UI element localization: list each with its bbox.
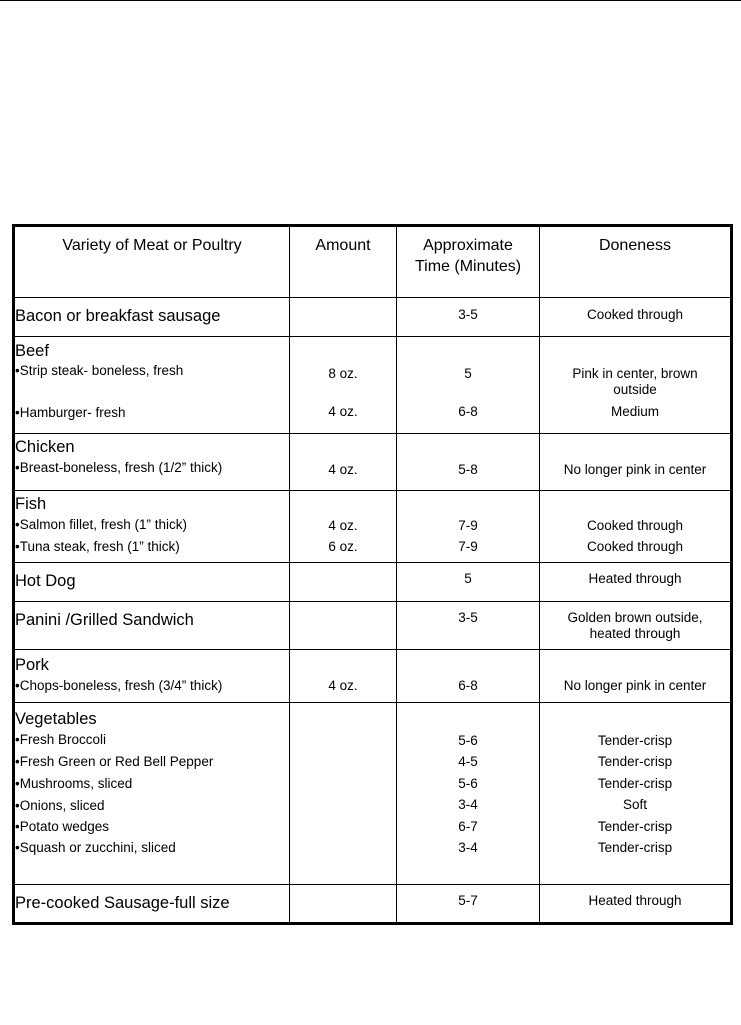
- time-cell: [397, 602, 540, 650]
- table-row-hotdog: [14, 563, 732, 602]
- header-row: [14, 226, 732, 298]
- amount-cell: [290, 298, 397, 337]
- table-row-beef: [14, 337, 732, 434]
- header-amount: Amount: [290, 226, 397, 298]
- time-cell: [397, 703, 540, 885]
- doneness-cell: [540, 650, 732, 703]
- table-row-vegetables: [14, 703, 732, 885]
- amount-value: 4 oz.: [328, 404, 358, 419]
- time-cell: [397, 434, 540, 491]
- time-cell: [397, 650, 540, 703]
- category-title: Chicken: [15, 438, 75, 456]
- variety-cell: [14, 491, 290, 563]
- doneness-cell: [540, 703, 732, 885]
- doneness-cell: [540, 434, 732, 491]
- table-row-panini: [14, 602, 732, 650]
- time-value: 5-8: [458, 462, 478, 477]
- item-name: •Strip steak- boneless, fresh: [15, 363, 184, 378]
- doneness-value: Soft: [622, 797, 647, 812]
- amount-cell: [290, 602, 397, 650]
- header-time: Approximate Time (Minutes): [397, 226, 540, 298]
- doneness-cell: [540, 602, 732, 650]
- table-row-pork: [14, 650, 732, 703]
- item-name: •Tuna steak, fresh (1” thick): [15, 539, 180, 554]
- amount-value: 4 oz.: [328, 678, 358, 693]
- time-value: 5-7: [458, 893, 478, 908]
- table-row-bacon: [14, 298, 732, 337]
- doneness-value: No longer pink in center: [563, 462, 707, 477]
- amount-cell: [290, 703, 397, 885]
- top-rule: [0, 0, 741, 1]
- time-value: 3-5: [458, 307, 478, 322]
- time-value: 5: [464, 366, 472, 381]
- item-name: •Salmon fillet, fresh (1” thick): [15, 517, 188, 532]
- doneness-value: Heated through: [588, 571, 682, 586]
- header-variety: Variety of Meat or Poultry: [14, 226, 290, 298]
- item-name: •Hamburger- fresh: [15, 405, 126, 420]
- time-cell: [397, 885, 540, 924]
- table-row-chicken: [14, 434, 732, 491]
- amount-value: 8 oz.: [328, 366, 358, 381]
- time-value: 7-9: [458, 539, 478, 554]
- time-value: 5: [464, 571, 472, 586]
- table-row-precooked-sausage: [14, 885, 732, 924]
- time-cell: [397, 337, 540, 434]
- time-value: 3-5: [458, 610, 478, 625]
- item-name: •Squash or zucchini, sliced: [15, 840, 176, 855]
- amount-cell: [290, 650, 397, 703]
- time-value: 5-6: [458, 776, 478, 791]
- time-value: 6-7: [458, 819, 478, 834]
- doneness-cell: [540, 885, 732, 924]
- doneness-cell: [540, 491, 732, 563]
- category-title: Beef: [15, 342, 49, 360]
- item-name: •Fresh Broccoli: [15, 732, 106, 747]
- amount-cell: [290, 337, 397, 434]
- category-title: Pre-cooked Sausage-full size: [15, 894, 230, 912]
- item-name: •Chops-boneless, fresh (3/4” thick): [15, 678, 223, 693]
- doneness-value: Tender-crisp: [597, 754, 673, 769]
- doneness-cell: [540, 337, 732, 434]
- amount-value: 6 oz.: [328, 539, 358, 554]
- item-name: •Fresh Green or Red Bell Pepper: [15, 754, 214, 769]
- doneness-value: Tender-crisp: [597, 776, 673, 791]
- variety-cell: [14, 602, 290, 650]
- doneness-value: Cooked through: [586, 539, 684, 554]
- cooking-time-table: [12, 224, 733, 925]
- amount-cell: [290, 491, 397, 563]
- doneness-value: Pink in center, brown outside: [572, 366, 698, 397]
- doneness-value: Golden brown outside, heated through: [567, 610, 703, 641]
- time-value: 3-4: [458, 797, 478, 812]
- time-cell: [397, 491, 540, 563]
- category-title: Bacon or breakfast sausage: [15, 307, 221, 325]
- doneness-value: Tender-crisp: [597, 840, 673, 855]
- time-value: 6-8: [458, 678, 478, 693]
- amount-value: 4 oz.: [328, 462, 358, 477]
- item-name: •Potato wedges: [15, 819, 110, 834]
- category-title: Hot Dog: [15, 572, 76, 590]
- doneness-value: Heated through: [588, 893, 682, 908]
- time-cell: [397, 298, 540, 337]
- time-value: 5-6: [458, 733, 478, 748]
- item-name: •Breast-boneless, fresh (1/2” thick): [15, 460, 223, 475]
- amount-cell: [290, 563, 397, 602]
- doneness-value: No longer pink in center: [563, 678, 707, 693]
- variety-cell: [14, 434, 290, 491]
- doneness-value: Cooked through: [586, 518, 684, 533]
- item-name: •Onions, sliced: [15, 798, 105, 813]
- doneness-cell: [540, 298, 732, 337]
- doneness-value: Cooked through: [586, 307, 684, 322]
- amount-cell: [290, 434, 397, 491]
- variety-cell: [14, 298, 290, 337]
- header-doneness: Doneness: [540, 226, 732, 298]
- item-name: •Mushrooms, sliced: [15, 776, 133, 791]
- doneness-cell: [540, 563, 732, 602]
- variety-cell: [14, 563, 290, 602]
- category-title: Fish: [15, 495, 47, 513]
- time-value: 3-4: [458, 840, 478, 855]
- variety-cell: [14, 885, 290, 924]
- category-title: Vegetables: [15, 710, 97, 728]
- variety-cell: [14, 703, 290, 885]
- amount-cell: [290, 885, 397, 924]
- time-value: 7-9: [458, 518, 478, 533]
- time-value: 4-5: [458, 754, 478, 769]
- table-row-fish: [14, 491, 732, 563]
- category-title: Pork: [15, 656, 49, 674]
- variety-cell: [14, 650, 290, 703]
- amount-value: 4 oz.: [328, 518, 358, 533]
- doneness-value: Tender-crisp: [597, 819, 673, 834]
- doneness-value: Medium: [610, 404, 659, 419]
- time-cell: [397, 563, 540, 602]
- time-value: 6-8: [458, 404, 478, 419]
- category-title: Panini /Grilled Sandwich: [15, 611, 194, 629]
- variety-cell: [14, 337, 290, 434]
- doneness-value: Tender-crisp: [597, 733, 673, 748]
